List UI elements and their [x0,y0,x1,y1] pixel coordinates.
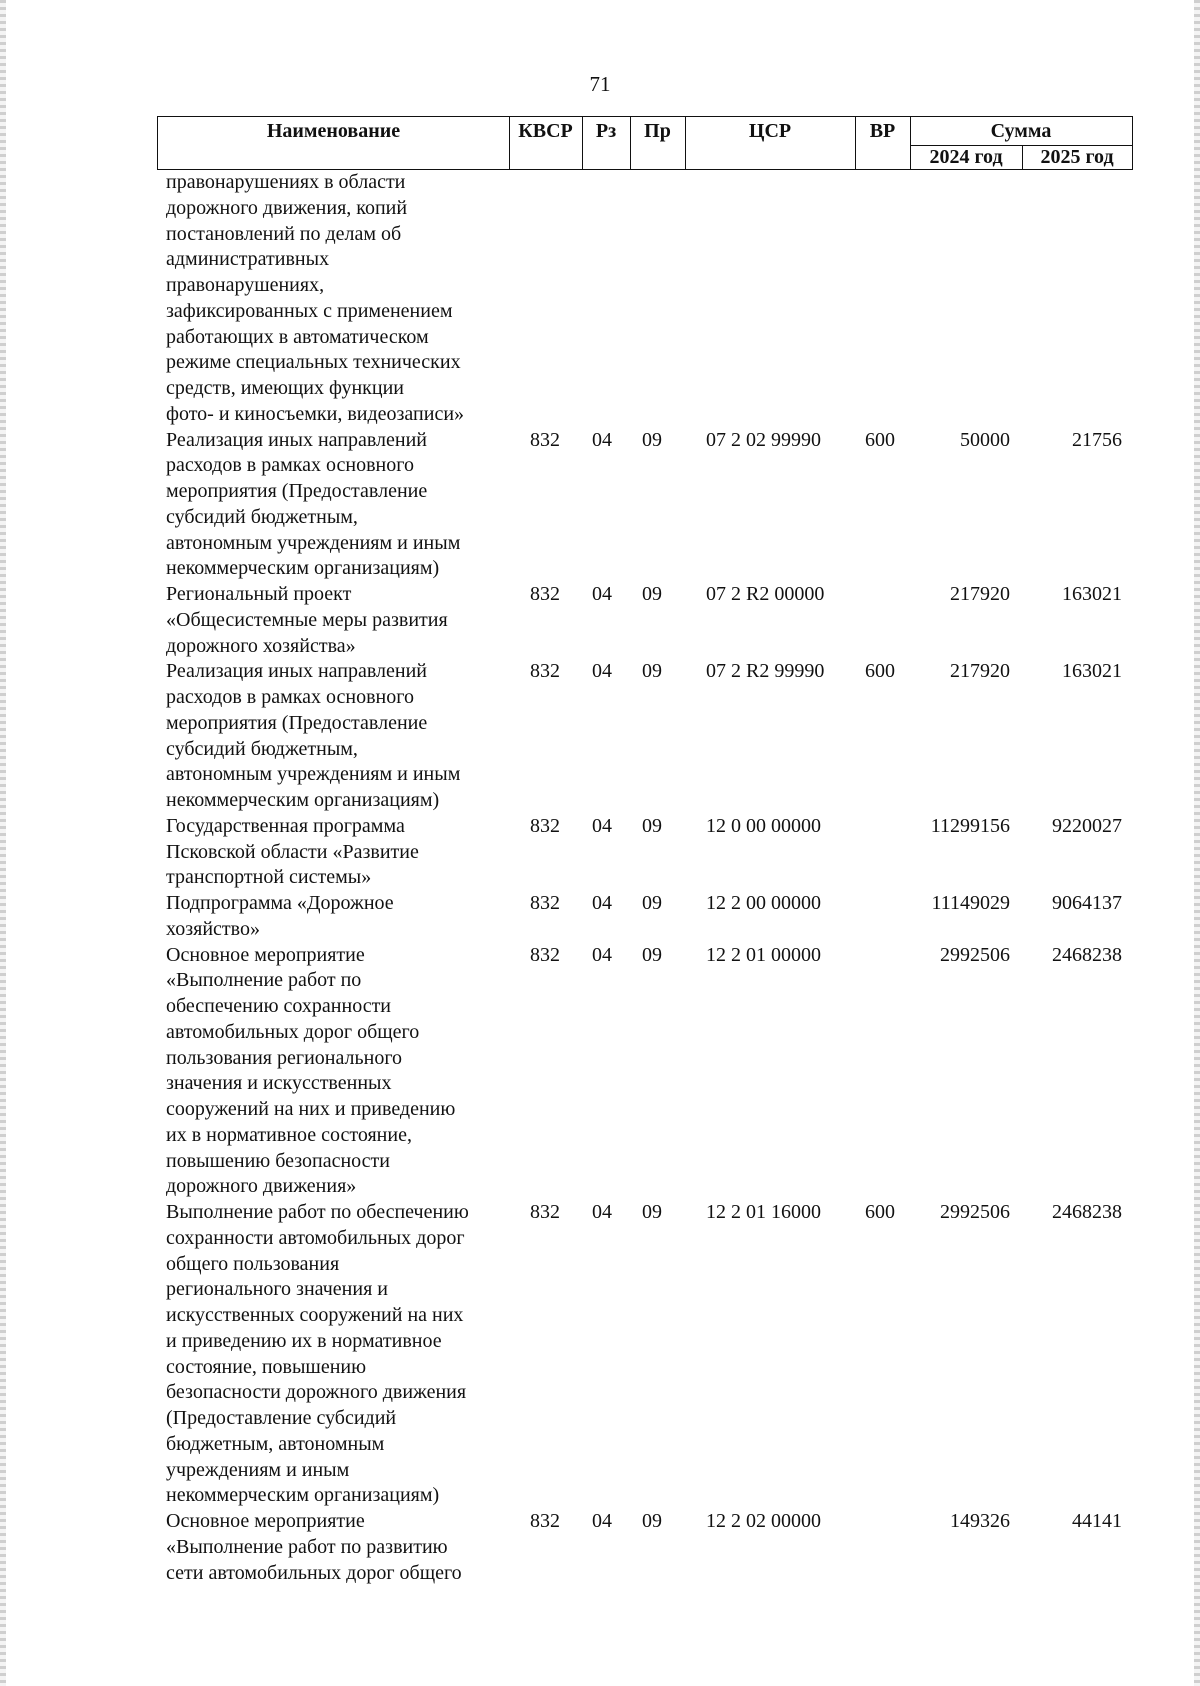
row-name-line: расходов в рамках основного [166,454,414,477]
row-name-line: Псковской области «Развитие [166,840,419,863]
row-kvsr: 832 [530,1201,560,1223]
row-name [166,943,506,1201]
row-name-line: обеспечению сохранности [166,995,392,1017]
row-rz: 04 [592,943,612,966]
row-vr: 600 [865,1201,895,1223]
row-name-line: мероприятия (Предоставление [166,480,428,502]
row-vr: 600 [865,428,895,451]
row-kvsr: 832 [530,660,560,683]
table-row [0,943,1200,1201]
row-name-line: общего пользования [166,1252,340,1275]
row-kvsr: 832 [530,892,560,914]
row-name-line: (Предоставление субсидий [166,1407,397,1429]
row-name-line: мероприятия (Предоставление [166,711,428,734]
row-sum-2024: 2992506 [940,943,1010,966]
row-name-line: зафиксированных с применением [166,299,453,322]
row-name [166,659,506,814]
row-pr: 09 [642,892,662,914]
row-sum-2024: 2992506 [940,1201,1010,1223]
page-number: 71 [589,72,611,96]
table-row [0,1509,1200,1586]
row-name [166,1509,506,1586]
row-name-line: субсидий бюджетным, [166,737,358,760]
row-name-line: пользования регионального [166,1046,403,1069]
table-row [0,659,1200,814]
table-body [0,170,1200,1586]
row-sum-2025: 9064137 [1052,892,1122,914]
row-name-line: сети автомобильных дорог общего [166,1561,462,1584]
row-name-line: некоммерческим организациям) [166,1484,440,1507]
row-pr: 09 [642,660,662,683]
row-name-line: сохранности автомобильных дорог [166,1226,465,1249]
row-csr: 12 2 01 00000 [706,943,821,966]
row-name-line: безопасности дорожного движения [166,1381,467,1404]
row-name-line: регионального значения и [166,1278,388,1301]
row-kvsr: 832 [530,428,560,451]
row-name [166,428,506,583]
row-rz: 04 [592,583,612,605]
row-vr: 600 [865,660,895,683]
table-row [0,1200,1200,1509]
row-name [166,891,506,943]
header-year-2025: 2025 год [1040,146,1114,168]
row-name-line: дорожного движения, копий [166,196,408,219]
row-csr: 12 2 01 16000 [706,1201,821,1223]
row-name-line: дорожного хозяйства» [166,634,356,657]
header-year-2024: 2024 год [929,146,1003,168]
row-sum-2024: 11299156 [930,814,1010,837]
row-name-line: некоммерческим организациям) [166,557,440,580]
header-pr: Пр [644,120,671,142]
table-header [157,116,1133,170]
row-name [166,170,506,428]
row-name-line: Выполнение работ по обеспечению [166,1201,469,1223]
table-row [0,582,1200,659]
row-name-line: дорожного движения» [166,1175,357,1198]
row-name-line: хозяйство» [166,917,260,940]
row-csr: 12 0 00 00000 [706,814,821,837]
row-csr: 07 2 R2 99990 [706,660,825,683]
row-pr: 09 [642,583,662,605]
row-name [166,582,506,659]
row-name-line: Реализация иных направлений [166,660,427,683]
row-name-line: Основное мероприятие [166,943,365,966]
row-name-line: Реализация иных направлений [166,428,427,451]
row-csr: 12 2 00 00000 [706,892,821,914]
header-sum: Сумма [990,120,1052,142]
row-sum-2024: 11149029 [931,892,1010,914]
row-name-line: состояние, повышению [166,1355,367,1378]
row-sum-2024: 217920 [950,583,1010,605]
row-rz: 04 [592,428,612,451]
row-rz: 04 [592,892,612,914]
row-name-line: «Выполнение работ по [166,969,362,992]
row-sum-2025: 163021 [1062,583,1122,605]
row-csr: 07 2 R2 00000 [706,583,825,605]
header-csr: ЦСР [748,120,792,142]
row-name-line: автономным учреждениям и иным [166,531,461,554]
table-row [0,170,1200,428]
table-row [0,891,1200,943]
row-name-line: субсидий бюджетным, [166,505,358,528]
row-sum-2024: 217920 [950,660,1010,683]
row-name [166,814,506,891]
row-name-line: расходов в рамках основного [166,686,414,708]
row-name-line: Региональный проект [166,583,352,605]
row-sum-2025: 2468238 [1052,943,1122,966]
row-name-line: бюджетным, автономным [166,1432,385,1455]
row-pr: 09 [642,814,662,837]
row-rz: 04 [592,814,612,837]
row-name-line: транспортной системы» [166,866,372,889]
row-sum-2025: 44141 [1072,1510,1122,1532]
table-row [0,814,1200,891]
row-name-line: значения и искусственных [166,1072,392,1095]
row-name-line: повышению безопасности [166,1149,391,1172]
header-rz: Рз [595,120,617,142]
row-kvsr: 832 [530,583,560,605]
row-rz: 04 [592,1510,612,1532]
row-rz: 04 [592,1201,612,1223]
row-sum-2024: 149326 [950,1510,1010,1532]
row-csr: 12 2 02 00000 [706,1510,821,1532]
row-name-line: постановлений по делам об [166,222,402,245]
row-name [166,1200,506,1509]
row-name-line: административных [166,248,330,271]
row-name-line: работающих в автоматическом [166,325,429,348]
row-name-line: автономным учреждениям и иным [166,763,461,786]
row-name-line: «Выполнение работ по развитию [166,1535,448,1558]
row-kvsr: 832 [530,1510,560,1532]
row-name-line: учреждениям и иным [166,1458,350,1481]
row-sum-2025: 9220027 [1052,814,1122,837]
row-name-line: искусственных сооружений на них [166,1304,464,1326]
row-name-line: режиме специальных технических [166,351,461,374]
header-name: Наименование [266,120,401,142]
row-name-line: сооружений на них и приведению [166,1098,456,1120]
row-sum-2025: 2468238 [1052,1201,1122,1223]
row-name-line: правонарушениях, [166,274,325,296]
row-name-line: «Общесистемные меры развития [166,608,448,631]
row-sum-2024: 50000 [960,428,1010,451]
row-pr: 09 [642,1510,662,1532]
row-name-line: фото- и киносъемки, видеозаписи» [166,402,465,425]
row-name-line: их в нормативное состояние, [166,1123,412,1146]
row-name-line: Подпрограмма «Дорожное [166,892,394,914]
row-rz: 04 [592,660,612,683]
header-vr: ВР [869,120,896,142]
row-name-line: некоммерческим организациям) [166,789,440,811]
row-sum-2025: 163021 [1062,660,1122,683]
row-name-line: Основное мероприятие [166,1510,365,1532]
row-name-line: Государственная программа [166,814,405,837]
row-sum-2025: 21756 [1072,428,1122,451]
row-pr: 09 [642,1201,662,1223]
row-kvsr: 832 [530,814,560,837]
row-name-line: средств, имеющих функции [166,377,404,399]
row-pr: 09 [642,943,662,966]
row-name-line: автомобильных дорог общего [166,1020,420,1043]
row-kvsr: 832 [530,943,560,966]
table-row [0,428,1200,583]
row-name-line: правонарушениях в области [166,171,406,193]
row-name-line: и приведению их в нормативное [166,1329,442,1352]
row-csr: 07 2 02 99990 [706,428,821,451]
row-pr: 09 [642,428,662,451]
header-kvsr: КВСР [518,120,573,142]
